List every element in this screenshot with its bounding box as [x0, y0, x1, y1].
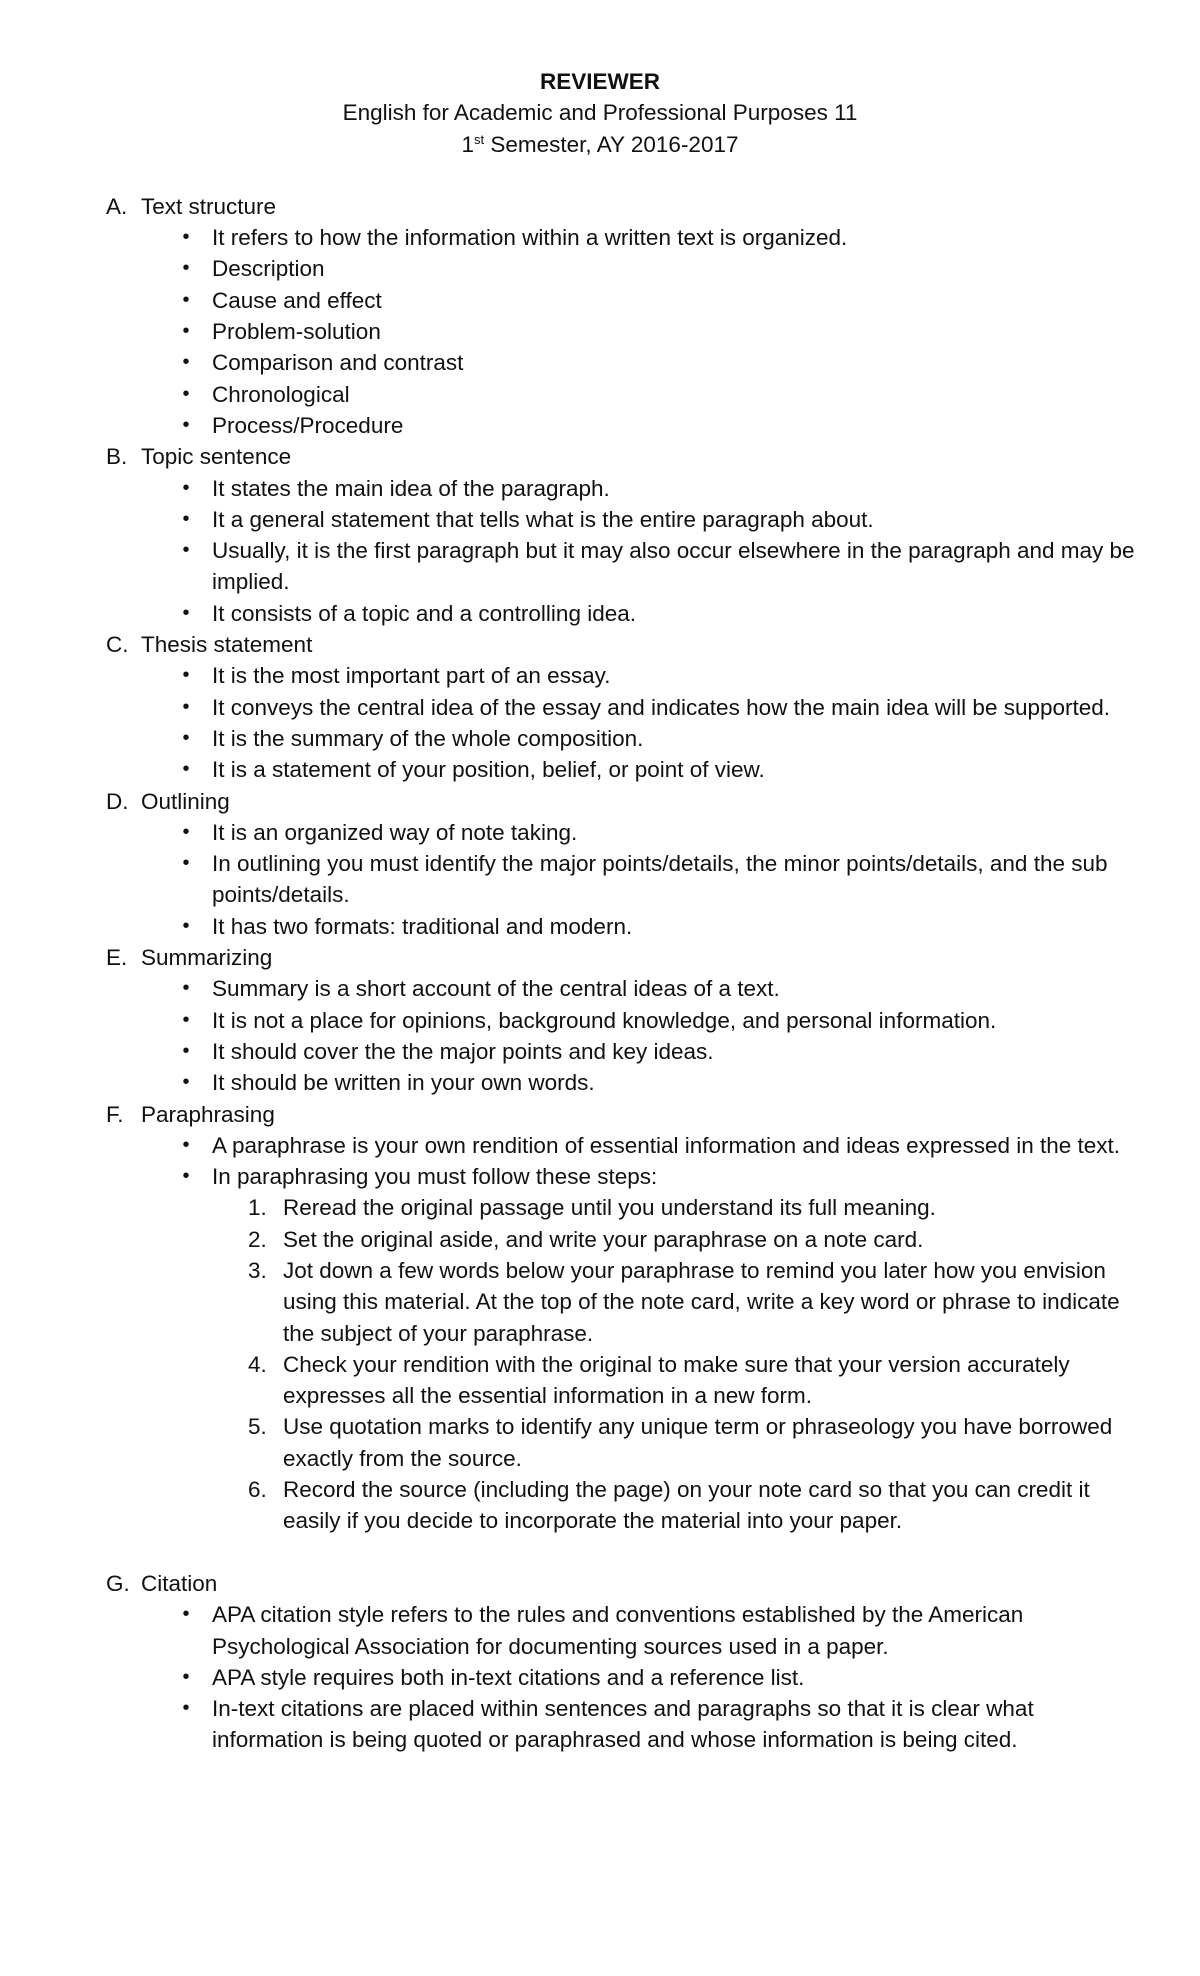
bullet-text: It has two formats: traditional and modern. — [212, 913, 633, 939]
bullet-icon: • — [182, 476, 190, 499]
bullet-icon: • — [182, 664, 190, 687]
step-item — [0, 1411, 1200, 1474]
bullet-icon: • — [182, 914, 190, 937]
semester-number: 1 — [461, 131, 475, 157]
bullet-item — [0, 1662, 1200, 1693]
bullet-icon: • — [182, 382, 190, 405]
section-heading — [0, 1568, 1200, 1599]
bullet-item — [0, 660, 1200, 691]
bullet-icon: • — [182, 820, 190, 843]
bullet-icon: • — [182, 226, 190, 249]
bullet-item — [0, 535, 1200, 598]
bullet-item — [0, 379, 1200, 410]
section-heading — [0, 1099, 1200, 1130]
bullet-text: Chronological — [212, 381, 350, 407]
bullet-list — [0, 973, 1200, 1098]
section-heading — [0, 942, 1200, 973]
bullet-text: Summary is a short account of the central ideas of a text. — [212, 976, 780, 1002]
step-text: Reread the original passage until you understand its full meaning. — [283, 1195, 936, 1221]
section-letter: C. — [106, 632, 129, 658]
bullet-icon: • — [182, 852, 190, 875]
section-letter: E. — [106, 945, 128, 971]
step-item — [0, 1224, 1200, 1255]
bullet-text: Usually, it is the first paragraph but it may also occur elsewhere in the paragraph and may be implied. — [212, 538, 1135, 595]
bullet-text: APA citation style refers to the rules and conventions established by the American Psychological Association for documenting sources used in a paper. — [212, 1602, 1024, 1659]
bullet-icon: • — [182, 413, 190, 436]
bullet-icon: • — [182, 695, 190, 718]
bullet-item — [0, 1693, 1200, 1756]
bullet-item — [0, 1161, 1200, 1192]
step-text: Jot down a few words below your paraphrase to remind you later how you envision using this material. At the top of the note card, write a key word or phrase to indicate the subject of your paraphrase. — [283, 1257, 1120, 1346]
bullet-icon: • — [182, 351, 190, 374]
bullet-item — [0, 848, 1200, 911]
bullet-icon: • — [182, 257, 190, 280]
step-text: Set the original aside, and write your paraphrase on a note card. — [283, 1226, 924, 1252]
bullet-item — [0, 285, 1200, 316]
step-number: 4. — [248, 1351, 267, 1377]
section-heading-text: Summarizing — [141, 945, 273, 971]
section-text-structure — [0, 191, 1200, 441]
bullet-item — [0, 973, 1200, 1004]
bullet-item — [0, 754, 1200, 785]
bullet-list — [0, 222, 1200, 441]
step-item — [0, 1474, 1200, 1537]
bullet-text: Comparison and contrast — [212, 350, 464, 376]
document-header — [0, 66, 1200, 160]
section-heading — [0, 191, 1200, 222]
bullet-text: It is the summary of the whole composition. — [212, 725, 644, 751]
bullet-icon: • — [182, 758, 190, 781]
semester-ordinal: st — [474, 131, 485, 147]
bullet-item — [0, 1005, 1200, 1036]
bullet-text: APA style requires both in-text citations and a reference list. — [212, 1664, 805, 1690]
numbered-steps — [0, 1192, 1200, 1536]
bullet-icon: • — [182, 1008, 190, 1031]
bullet-text: It conveys the central idea of the essay and indicates how the main idea will be supported. — [212, 694, 1111, 720]
step-text: Record the source (including the page) on your note card so that you can credit it easily if you decide to incorporate the material into your paper. — [283, 1477, 1090, 1534]
bullet-icon: • — [182, 1165, 190, 1188]
bullet-icon: • — [182, 507, 190, 530]
section-letter: F. — [106, 1101, 124, 1127]
step-text: Check your rendition with the original to make sure that your version accurately expresses all the essential information in a new form. — [283, 1351, 1070, 1409]
bullet-list — [0, 817, 1200, 942]
bullet-item — [0, 410, 1200, 441]
bullet-text: Cause and effect — [212, 287, 382, 313]
bullet-item — [0, 723, 1200, 754]
bullet-text: In paraphrasing you must follow these steps: — [212, 1164, 658, 1190]
bullet-icon: • — [182, 1071, 190, 1094]
bullet-item — [0, 1599, 1200, 1662]
bullet-item — [0, 504, 1200, 535]
section-heading-text: Outlining — [141, 788, 230, 814]
bullet-item — [0, 316, 1200, 347]
section-heading-text: Paraphrasing — [141, 1101, 275, 1127]
bullet-item — [0, 692, 1200, 723]
section-summarizing — [0, 942, 1200, 1098]
bullet-item — [0, 1067, 1200, 1098]
step-item — [0, 1255, 1200, 1349]
step-number: 6. — [248, 1477, 267, 1503]
section-letter: D. — [106, 788, 129, 814]
bullet-text: A paraphrase is your own rendition of essential information and ideas expressed in the text. — [212, 1132, 1121, 1158]
section-letter: A. — [106, 193, 128, 219]
section-heading — [0, 629, 1200, 660]
bullet-text: It is the most important part of an essay. — [212, 663, 611, 689]
section-letter: G. — [106, 1570, 130, 1596]
bullet-icon: • — [182, 726, 190, 749]
bullet-item — [0, 1130, 1200, 1161]
blank-line — [0, 1537, 1200, 1568]
bullet-text: In-text citations are placed within sentences and paragraphs so that it is clear what information is being quoted or paraphrased and whose information is being cited. — [212, 1696, 1034, 1753]
bullet-item — [0, 347, 1200, 378]
reviewer-sections — [0, 191, 1200, 1756]
bullet-text: Process/Procedure — [212, 412, 404, 438]
bullet-icon: • — [182, 1603, 190, 1626]
bullet-icon: • — [182, 539, 190, 562]
document-title: REVIEWER — [539, 69, 660, 94]
section-heading — [0, 441, 1200, 472]
bullet-item — [0, 473, 1200, 504]
document-semester — [0, 129, 1200, 160]
section-thesis-statement — [0, 629, 1200, 785]
section-heading-text: Citation — [141, 1570, 218, 1596]
bullet-text: It is not a place for opinions, background knowledge, and personal information. — [212, 1007, 997, 1033]
bullet-icon: • — [182, 1133, 190, 1156]
bullet-item — [0, 1036, 1200, 1067]
section-paraphrasing — [0, 1099, 1200, 1537]
bullet-list — [0, 1599, 1200, 1755]
bullet-icon: • — [182, 601, 190, 624]
section-topic-sentence — [0, 441, 1200, 629]
bullet-text: It should cover the the major points and key ideas. — [212, 1038, 714, 1064]
section-heading — [0, 786, 1200, 817]
step-item — [0, 1192, 1200, 1223]
bullet-text: It should be written in your own words. — [212, 1070, 595, 1096]
section-citation — [0, 1568, 1200, 1756]
bullet-list — [0, 473, 1200, 629]
bullet-item — [0, 222, 1200, 253]
bullet-text: In outlining you must identify the major points/details, the minor points/details, and the sub points/details. — [212, 851, 1108, 908]
bullet-item — [0, 253, 1200, 284]
bullet-list — [0, 660, 1200, 785]
bullet-text: Problem-solution — [212, 319, 381, 345]
bullet-icon: • — [182, 320, 190, 343]
semester-text: Semester, AY 2016-2017 — [484, 131, 739, 157]
bullet-icon: • — [182, 1665, 190, 1688]
bullet-icon: • — [182, 977, 190, 1000]
step-item — [0, 1349, 1200, 1412]
section-letter: B. — [106, 444, 128, 470]
bullet-item — [0, 817, 1200, 848]
step-number: 1. — [248, 1195, 267, 1221]
step-number: 5. — [248, 1414, 267, 1440]
bullet-list — [0, 1130, 1200, 1193]
bullet-item — [0, 911, 1200, 942]
bullet-item — [0, 598, 1200, 629]
step-text: Use quotation marks to identify any unique term or phraseology you have borrowed exactly from the source. — [283, 1414, 1113, 1471]
section-outlining — [0, 786, 1200, 942]
bullet-text: It consists of a topic and a controlling idea. — [212, 600, 636, 626]
bullet-icon: • — [182, 288, 190, 311]
section-heading-text: Text structure — [141, 193, 277, 219]
document-subject: English for Academic and Professional Purposes 11 — [342, 100, 858, 126]
bullet-icon: • — [182, 1039, 190, 1062]
bullet-text: It is a statement of your position, belief, or point of view. — [212, 757, 765, 783]
bullet-text: It a general statement that tells what is the entire paragraph about. — [212, 506, 874, 532]
step-number: 2. — [248, 1226, 267, 1252]
bullet-text: Description — [212, 256, 325, 282]
section-heading-text: Topic sentence — [141, 444, 292, 470]
bullet-icon: • — [182, 1697, 190, 1720]
step-number: 3. — [248, 1257, 267, 1283]
bullet-text: It states the main idea of the paragraph. — [212, 475, 610, 501]
bullet-text: It refers to how the information within a written text is organized. — [212, 225, 848, 251]
bullet-text: It is an organized way of note taking. — [212, 819, 578, 845]
section-heading-text: Thesis statement — [141, 632, 313, 658]
